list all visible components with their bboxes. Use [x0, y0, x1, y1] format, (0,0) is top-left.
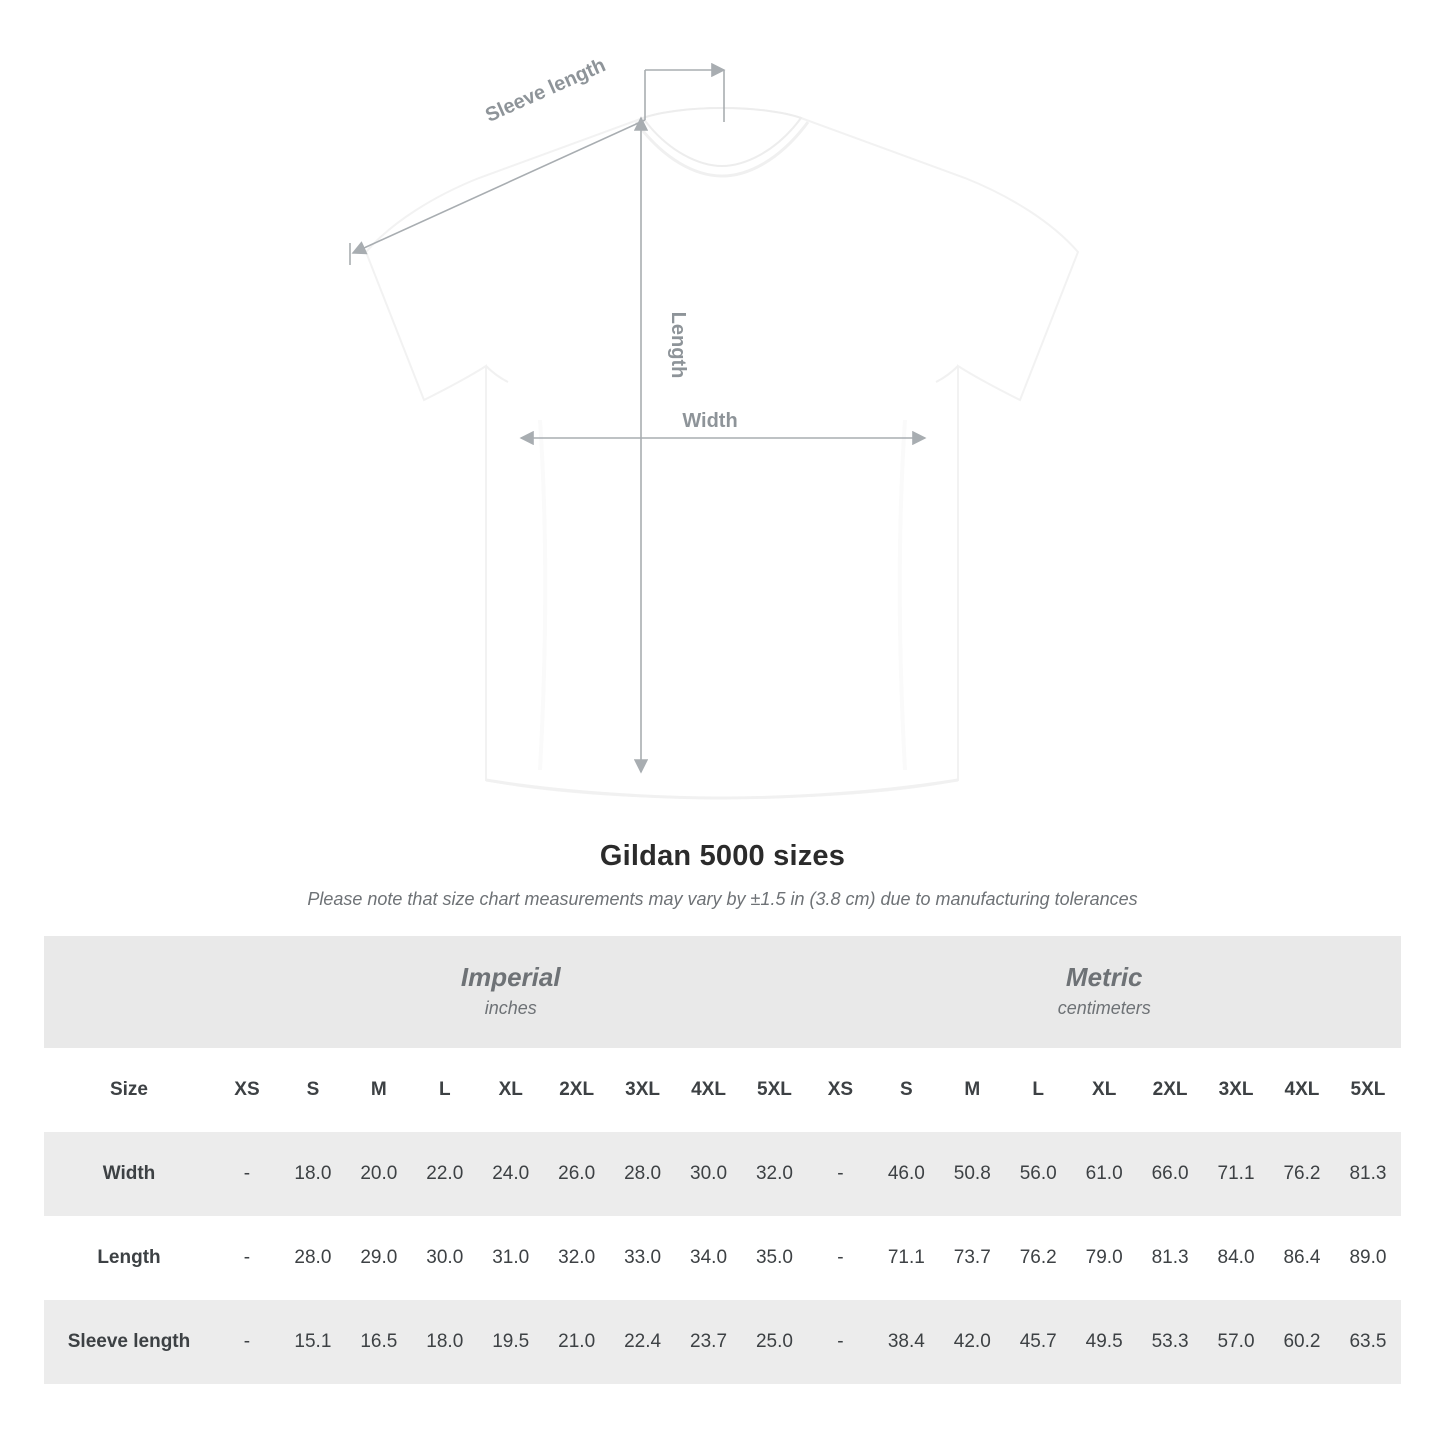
- row-label-length: Length: [44, 1216, 214, 1300]
- cell-length-imperial-6: 33.0: [610, 1216, 676, 1300]
- cell-sleeve-metric-5: 53.3: [1137, 1300, 1203, 1384]
- unit-group-imperial-sub: inches: [484, 997, 537, 1018]
- cell-length-imperial-4: 31.0: [478, 1216, 544, 1300]
- cell-sleeve-imperial-3: 18.0: [412, 1300, 478, 1384]
- table-row: [44, 1300, 1401, 1384]
- cell-sleeve-metric-7: 60.2: [1269, 1300, 1335, 1384]
- width-label: Width: [682, 410, 738, 432]
- size-col-metric-5: 2XL: [1137, 1048, 1203, 1132]
- size-col-imperial-1: S: [280, 1048, 346, 1132]
- cell-sleeve-imperial-5: 21.0: [544, 1300, 610, 1384]
- size-col-imperial-8: 5XL: [742, 1048, 808, 1132]
- unit-header-row: [44, 936, 1401, 1048]
- unit-spacer: [44, 936, 214, 1048]
- cell-sleeve-metric-2: 42.0: [939, 1300, 1005, 1384]
- cell-width-metric-3: 56.0: [1005, 1132, 1071, 1216]
- cell-width-metric-5: 66.0: [1137, 1132, 1203, 1216]
- cell-length-metric-1: 71.1: [873, 1216, 939, 1300]
- size-col-metric-0: XS: [807, 1048, 873, 1132]
- size-col-metric-2: M: [939, 1048, 1005, 1132]
- page-title: Gildan 5000 sizes: [599, 840, 846, 872]
- tolerance-note: Please note that size chart measurements may vary by ±1.5 in (3.8 cm) due to manufacturing tolerances: [307, 889, 1138, 909]
- cell-width-imperial-2: 20.0: [346, 1132, 412, 1216]
- length-label: Length: [667, 311, 689, 379]
- unit-group-imperial-name: Imperial: [460, 962, 561, 993]
- cell-width-imperial-4: 24.0: [478, 1132, 544, 1216]
- cell-width-metric-4: 61.0: [1071, 1132, 1137, 1216]
- size-col-metric-3: L: [1005, 1048, 1071, 1132]
- cell-length-imperial-1: 28.0: [280, 1216, 346, 1300]
- cell-width-imperial-8: 32.0: [742, 1132, 808, 1216]
- unit-group-metric: [807, 936, 1401, 1048]
- cell-length-imperial-0: -: [214, 1216, 280, 1300]
- cell-length-metric-6: 84.0: [1203, 1216, 1269, 1300]
- cell-length-metric-8: 89.0: [1335, 1216, 1401, 1300]
- cell-length-metric-2: 73.7: [939, 1216, 1005, 1300]
- cell-length-metric-3: 76.2: [1005, 1216, 1071, 1300]
- cell-sleeve-metric-3: 45.7: [1005, 1300, 1071, 1384]
- tshirt-shape: [366, 108, 1078, 798]
- size-header-row: [44, 1048, 1401, 1132]
- cell-length-metric-5: 81.3: [1137, 1216, 1203, 1300]
- size-col-imperial-5: 2XL: [544, 1048, 610, 1132]
- cell-width-metric-6: 71.1: [1203, 1132, 1269, 1216]
- size-col-metric-7: 4XL: [1269, 1048, 1335, 1132]
- cell-width-metric-0: -: [807, 1132, 873, 1216]
- cell-length-imperial-5: 32.0: [544, 1216, 610, 1300]
- cell-sleeve-metric-6: 57.0: [1203, 1300, 1269, 1384]
- cell-sleeve-metric-1: 38.4: [873, 1300, 939, 1384]
- cell-length-imperial-3: 30.0: [412, 1216, 478, 1300]
- cell-width-imperial-5: 26.0: [544, 1132, 610, 1216]
- cell-sleeve-imperial-4: 19.5: [478, 1300, 544, 1384]
- cell-sleeve-imperial-7: 23.7: [676, 1300, 742, 1384]
- cell-length-metric-7: 86.4: [1269, 1216, 1335, 1300]
- cell-width-metric-2: 50.8: [939, 1132, 1005, 1216]
- cell-width-imperial-6: 28.0: [610, 1132, 676, 1216]
- cell-sleeve-imperial-0: -: [214, 1300, 280, 1384]
- title-block: [0, 840, 1445, 910]
- cell-sleeve-metric-0: -: [807, 1300, 873, 1384]
- size-col-imperial-3: L: [412, 1048, 478, 1132]
- size-col-imperial-2: M: [346, 1048, 412, 1132]
- cell-sleeve-imperial-6: 22.4: [610, 1300, 676, 1384]
- cell-width-imperial-3: 22.0: [412, 1132, 478, 1216]
- sleeve-length-label: Sleeve length: [482, 54, 609, 127]
- size-col-metric-1: S: [873, 1048, 939, 1132]
- size-col-metric-8: 5XL: [1335, 1048, 1401, 1132]
- size-col-imperial-6: 3XL: [610, 1048, 676, 1132]
- row-label-sleeve-length: Sleeve length: [44, 1300, 214, 1384]
- cell-sleeve-imperial-2: 16.5: [346, 1300, 412, 1384]
- size-col-imperial-7: 4XL: [676, 1048, 742, 1132]
- unit-group-metric-sub: centimeters: [1057, 997, 1151, 1018]
- cell-length-imperial-2: 29.0: [346, 1216, 412, 1300]
- cell-width-metric-1: 46.0: [873, 1132, 939, 1216]
- cell-width-imperial-7: 30.0: [676, 1132, 742, 1216]
- cell-sleeve-imperial-8: 25.0: [742, 1300, 808, 1384]
- cell-sleeve-imperial-1: 15.1: [280, 1300, 346, 1384]
- size-col-imperial-0: XS: [214, 1048, 280, 1132]
- cell-width-metric-7: 76.2: [1269, 1132, 1335, 1216]
- cell-length-imperial-8: 35.0: [742, 1216, 808, 1300]
- unit-group-imperial: [214, 936, 807, 1048]
- table-row: [44, 1216, 1401, 1300]
- size-header-label: Size: [44, 1048, 214, 1132]
- size-col-metric-4: XL: [1071, 1048, 1137, 1132]
- cell-width-imperial-0: -: [214, 1132, 280, 1216]
- cell-length-metric-0: -: [807, 1216, 873, 1300]
- cell-sleeve-metric-4: 49.5: [1071, 1300, 1137, 1384]
- cell-width-metric-8: 81.3: [1335, 1132, 1401, 1216]
- cell-length-imperial-7: 34.0: [676, 1216, 742, 1300]
- cell-sleeve-metric-8: 63.5: [1335, 1300, 1401, 1384]
- cell-length-metric-4: 79.0: [1071, 1216, 1137, 1300]
- size-chart-table: [44, 936, 1401, 1384]
- size-col-imperial-4: XL: [478, 1048, 544, 1132]
- row-label-width: Width: [44, 1132, 214, 1216]
- cell-width-imperial-1: 18.0: [280, 1132, 346, 1216]
- size-table-wrapper: [44, 936, 1401, 1384]
- size-col-metric-6: 3XL: [1203, 1048, 1269, 1132]
- table-row: [44, 1132, 1401, 1216]
- unit-group-metric-name: Metric: [1065, 962, 1143, 993]
